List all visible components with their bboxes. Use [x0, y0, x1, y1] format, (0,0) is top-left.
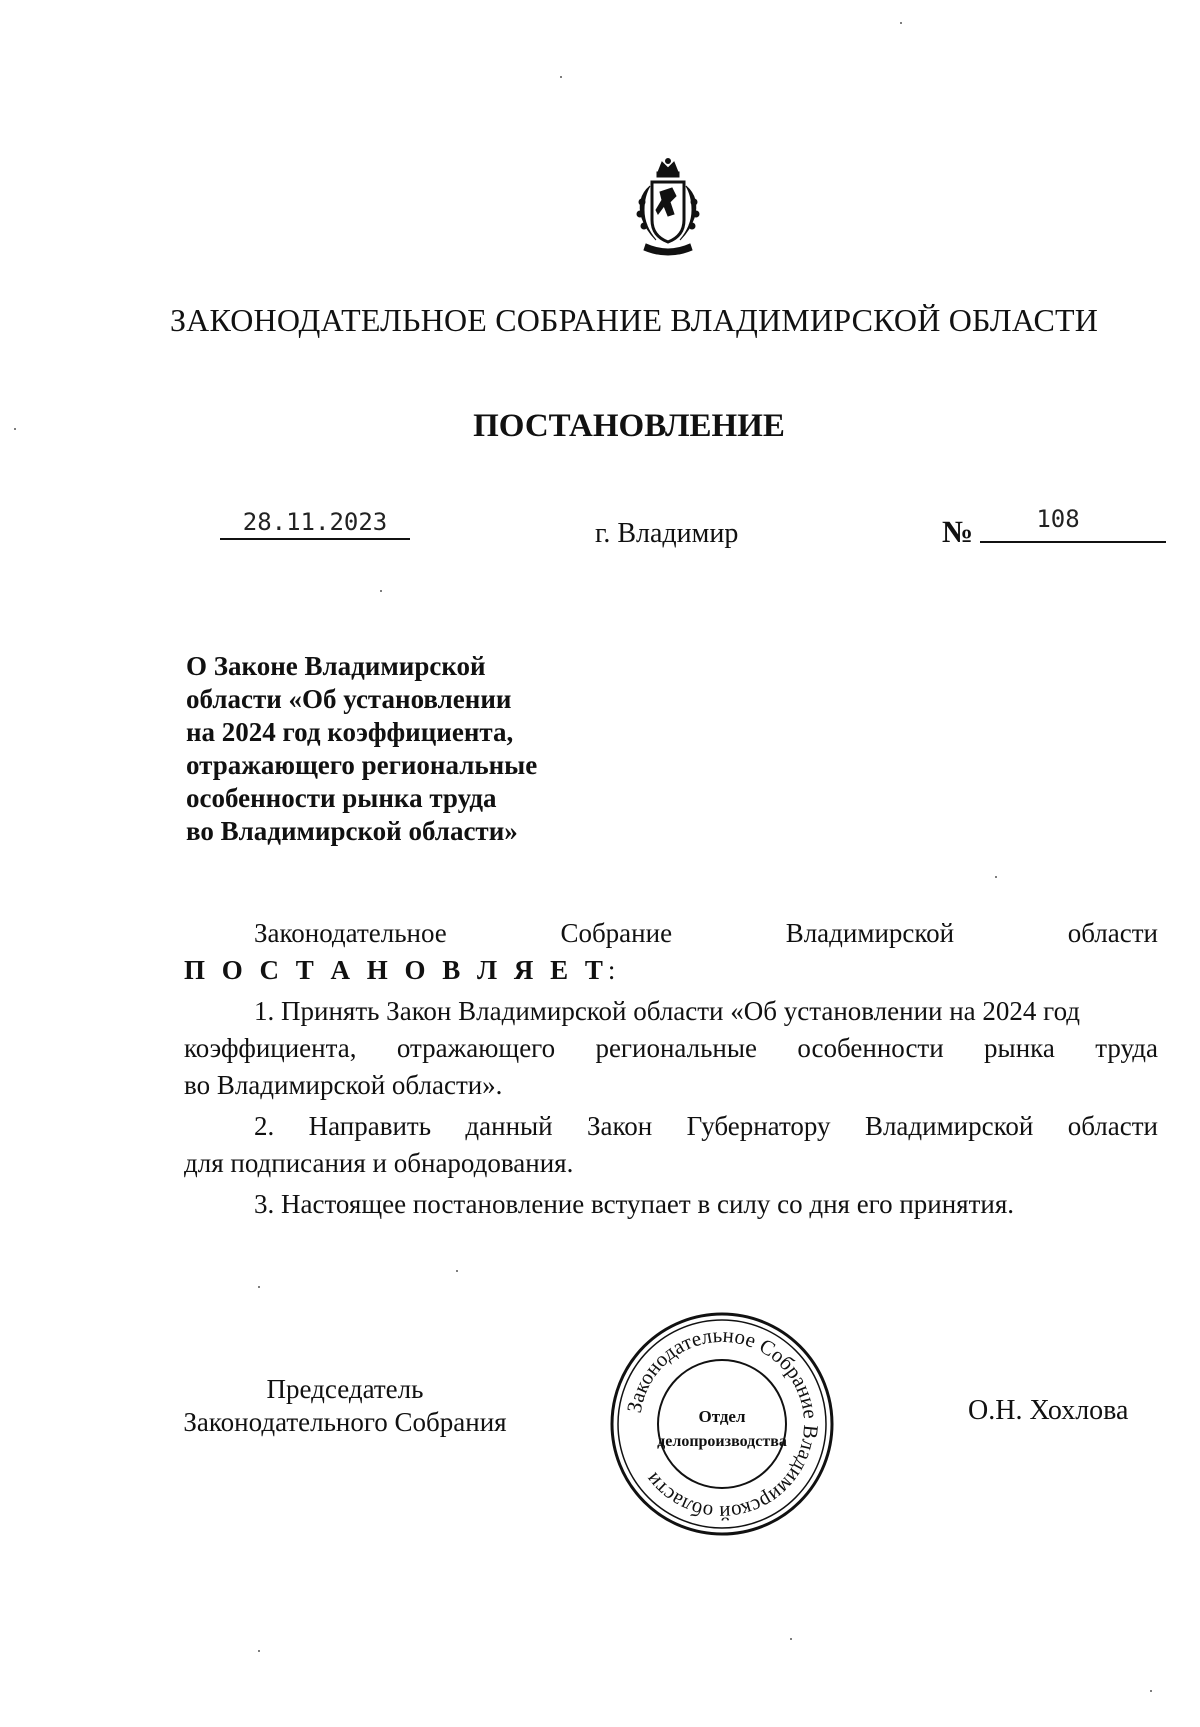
subject-line: области «Об установлении [186, 684, 512, 714]
subject-line: во Владимирской области» [186, 816, 518, 846]
document-date: 28.11.2023 [220, 508, 410, 540]
item-1-line [184, 1030, 1158, 1067]
intro-line [184, 915, 1158, 952]
word: Закон [587, 1111, 653, 1141]
item-3: 3. Настоящее постановление вступает в силу со дня его принятия. [254, 1189, 1015, 1219]
intro-word: Собрание [560, 918, 673, 948]
document-subject [186, 650, 606, 848]
document-type-title: ПОСТАНОВЛЕНИЕ [473, 408, 785, 444]
scan-speck [258, 1286, 260, 1288]
scan-speck [790, 1638, 792, 1640]
stamp-center-line: Отдел [698, 1407, 746, 1426]
word: отражающего [396, 1033, 556, 1063]
stamp-ring-text: Законодательное Собрание Владимирской области [621, 1322, 824, 1526]
resolves-word: П О С Т А Н О В Л Я Е Т [184, 955, 608, 985]
subject-line: О Законе Владимирской [186, 651, 486, 681]
item-1-line [184, 993, 1158, 1030]
organization-title: ЗАКОНОДАТЕЛЬНОЕ СОБРАНИЕ ВЛАДИМИРСКОЙ ОБЛАСТИ [169, 302, 1099, 338]
scan-speck [456, 1270, 458, 1272]
resolves-colon: : [607, 955, 616, 985]
subject-line: отражающего региональные [186, 750, 538, 780]
scan-speck [14, 428, 16, 430]
scan-speck [995, 876, 997, 878]
intro-word: Законодательное [254, 918, 447, 948]
word: региональные [595, 1033, 757, 1063]
resolves-line [184, 952, 1158, 989]
word: труда [1095, 1033, 1158, 1063]
document-number: 108 [980, 505, 1166, 543]
word: Направить [308, 1111, 432, 1141]
scan-speck [1150, 1690, 1152, 1692]
word: коэффициента, [184, 1033, 357, 1063]
word: рынка [984, 1033, 1055, 1063]
word: данный [465, 1111, 553, 1141]
item-2-line [184, 1108, 1158, 1145]
signatory-name: О.Н. Хохлова [968, 1395, 1129, 1426]
word: 2. [254, 1111, 275, 1141]
word: Владимирской [864, 1111, 1034, 1141]
intro-word: Владимирской [785, 918, 955, 948]
position-line: Законодательного Собрания [183, 1407, 507, 1437]
document-body [184, 915, 1158, 1223]
number-label: № [942, 514, 974, 549]
scan-speck [560, 76, 562, 78]
document-city: г. Владимир [595, 518, 739, 549]
scan-speck [900, 22, 902, 24]
scan-speck [380, 590, 382, 592]
coat-of-arms-icon [632, 158, 704, 258]
signatory-position [150, 1373, 540, 1439]
position-line: Председатель [266, 1374, 424, 1404]
word: особенности [797, 1033, 944, 1063]
intro-word: области [1067, 918, 1158, 948]
subject-line: на 2024 год коэффициента, [186, 717, 514, 747]
item-1-text: 1. Принять Закон Владимирской области «Об установлении на 2024 год [254, 996, 1081, 1026]
item-2 [184, 1108, 1158, 1182]
stamp-center-line: делопроизводства [657, 1433, 787, 1450]
subject-line: особенности рынка труда [186, 783, 497, 813]
item-2-line: для подписания и обнародования. [184, 1148, 574, 1178]
word: области [1067, 1111, 1158, 1141]
item-1-line: во Владимирской области». [184, 1070, 503, 1100]
item-1 [184, 993, 1158, 1104]
scan-speck [258, 1650, 260, 1652]
official-stamp [608, 1310, 836, 1538]
word: Губернатору [686, 1111, 831, 1141]
